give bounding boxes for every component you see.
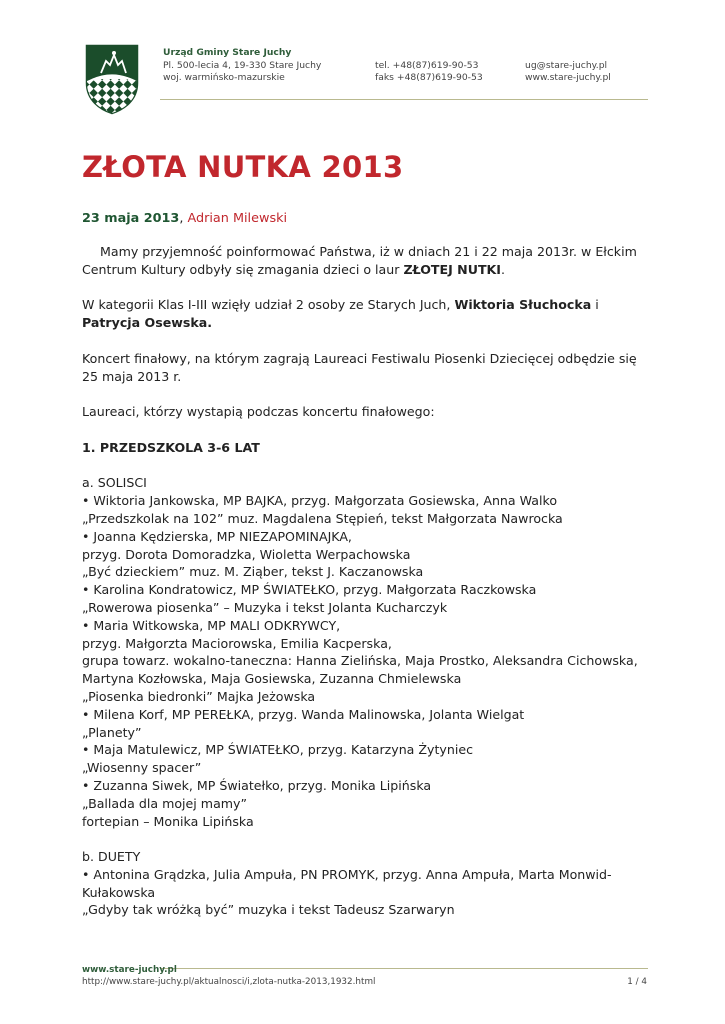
list-item: „Przedszkolak na 102” muz. Magdalena Stępień, tekst Małgorzata Nawrocka bbox=[82, 510, 563, 526]
article-body bbox=[82, 243, 642, 937]
concert-paragraph: Koncert finałowy, na którym zagrają Laureaci Festiwalu Piosenki Dziecięcej odbędzie się 25 maja 2013 r. bbox=[82, 350, 637, 384]
list-item: „Rowerowa piosenka” – Muzyka i tekst Jolanta Kucharczyk bbox=[82, 599, 448, 615]
list-item: • Joanna Kędzierska, MP NIEZAPOMINAJKA, bbox=[82, 528, 352, 544]
footer-divider bbox=[160, 968, 648, 969]
participant-name-1: Wiktoria Słuchocka bbox=[454, 297, 592, 313]
section-heading bbox=[82, 439, 642, 457]
footer-url[interactable]: http://www.stare-juchy.pl/aktualnosci/i,zlota-nutka-2013,1932.html bbox=[82, 977, 376, 987]
section-heading-text: 1. PRZEDSZKOLA 3-6 LAT bbox=[82, 439, 260, 455]
page-title: ZŁOTA NUTKA 2013 bbox=[82, 150, 404, 184]
list-item: • Antonina Grądzka, Julia Ampuła, PN PROMYK, przyg. Anna Ampuła, Marta Monwid-Kułakowska bbox=[82, 866, 612, 900]
article-author[interactable]: Adrian Milewski bbox=[187, 211, 288, 226]
intro-text: Mamy przyjemność poinformować Państwa, iż w dniach 21 i 22 maja 2013r. w Ełckim Centrum Kultury odbyły się zmagania dzieci o laur bbox=[82, 244, 637, 277]
intro-paragraph bbox=[82, 243, 642, 279]
list-item: grupa towarz. wokalno-taneczna: Hanna Zielińska, Maja Prostko, Aleksandra Cichowska, Martyna Kozłowska, Maja Gosiewska, Zuzanna Chmielewska bbox=[82, 653, 638, 687]
article-date: 23 maja 2013 bbox=[82, 211, 180, 226]
duets-heading: b. DUETY bbox=[82, 849, 141, 865]
meta-separator: , bbox=[179, 211, 188, 226]
footer-site[interactable]: www.stare-juchy.pl bbox=[82, 965, 177, 975]
org-email[interactable]: ug@stare-juchy.pl bbox=[525, 59, 608, 71]
list-item: „Planety” bbox=[82, 724, 142, 740]
coat-of-arms-icon bbox=[84, 43, 140, 115]
list-item: „Piosenka biedronki” Majka Jeżowska bbox=[82, 688, 316, 704]
list-item: • Maja Matulewicz, MP ŚWIATEŁKO, przyg. Katarzyna Żytyniec bbox=[82, 742, 474, 758]
list-item: • Karolina Kondratowicz, MP ŚWIATEŁKO, przyg. Małgorzata Raczkowska bbox=[82, 582, 537, 598]
list-item: „Gdyby tak wróżką być” muzyka i tekst Tadeusz Szarwaryn bbox=[82, 902, 455, 918]
org-region: woj. warmińsko-mazurskie bbox=[163, 72, 285, 84]
solo-list bbox=[82, 493, 638, 828]
org-name: Urząd Gminy Stare Juchy bbox=[163, 47, 292, 58]
participant-name-2: Patrycja Osewska. bbox=[82, 315, 213, 331]
list-item: „Być dzieckiem” muz. M. Ziąber, tekst J. Kaczanowska bbox=[82, 564, 424, 580]
category-and: i bbox=[591, 297, 599, 313]
list-item: przyg. Małgorzta Maciorowska, Emilia Kacperska, bbox=[82, 635, 392, 651]
solo-heading: a. SOLISCI bbox=[82, 475, 147, 491]
list-item: • Zuzanna Siwek, MP Światełko, przyg. Monika Lipińska bbox=[82, 777, 432, 793]
laureates-intro: Laureaci, którzy wystapią podczas koncertu finałowego: bbox=[82, 404, 435, 420]
list-item: • Milena Korf, MP PEREŁKA, przyg. Wanda Malinowska, Jolanta Wielgat bbox=[82, 706, 525, 722]
list-item: fortepian – Monika Lipińska bbox=[82, 813, 254, 829]
category-paragraph bbox=[82, 296, 642, 332]
org-address: Pl. 500-lecia 4, 19-330 Stare Juchy bbox=[163, 59, 322, 71]
intro-end: . bbox=[500, 261, 505, 277]
header-divider bbox=[160, 99, 648, 100]
page-number: 1 / 4 bbox=[627, 977, 647, 987]
org-phone: tel. +48(87)619-90-53 bbox=[375, 59, 479, 71]
intro-bold: ZŁOTEJ NUTKI bbox=[403, 261, 501, 277]
org-website[interactable]: www.stare-juchy.pl bbox=[525, 72, 611, 84]
article-meta bbox=[82, 211, 287, 226]
list-item: • Maria Witkowska, MP MALI ODKRYWCY, bbox=[82, 617, 341, 633]
list-item: „Wiosenny spacer” bbox=[82, 760, 202, 776]
category-text: W kategorii Klas I-III wzięły udział 2 osoby ze Starych Juch, bbox=[82, 297, 455, 313]
duet-list bbox=[82, 867, 612, 918]
list-item: „Ballada dla mojej mamy” bbox=[82, 795, 248, 811]
duets-section bbox=[82, 848, 642, 919]
list-item: przyg. Dorota Domoradzka, Wioletta Werpachowska bbox=[82, 546, 411, 562]
list-item: • Wiktoria Jankowska, MP BAJKA, przyg. Małgorzata Gosiewska, Anna Walko bbox=[82, 493, 558, 509]
org-fax: faks +48(87)619-90-53 bbox=[375, 72, 483, 84]
solo-section bbox=[82, 474, 642, 830]
